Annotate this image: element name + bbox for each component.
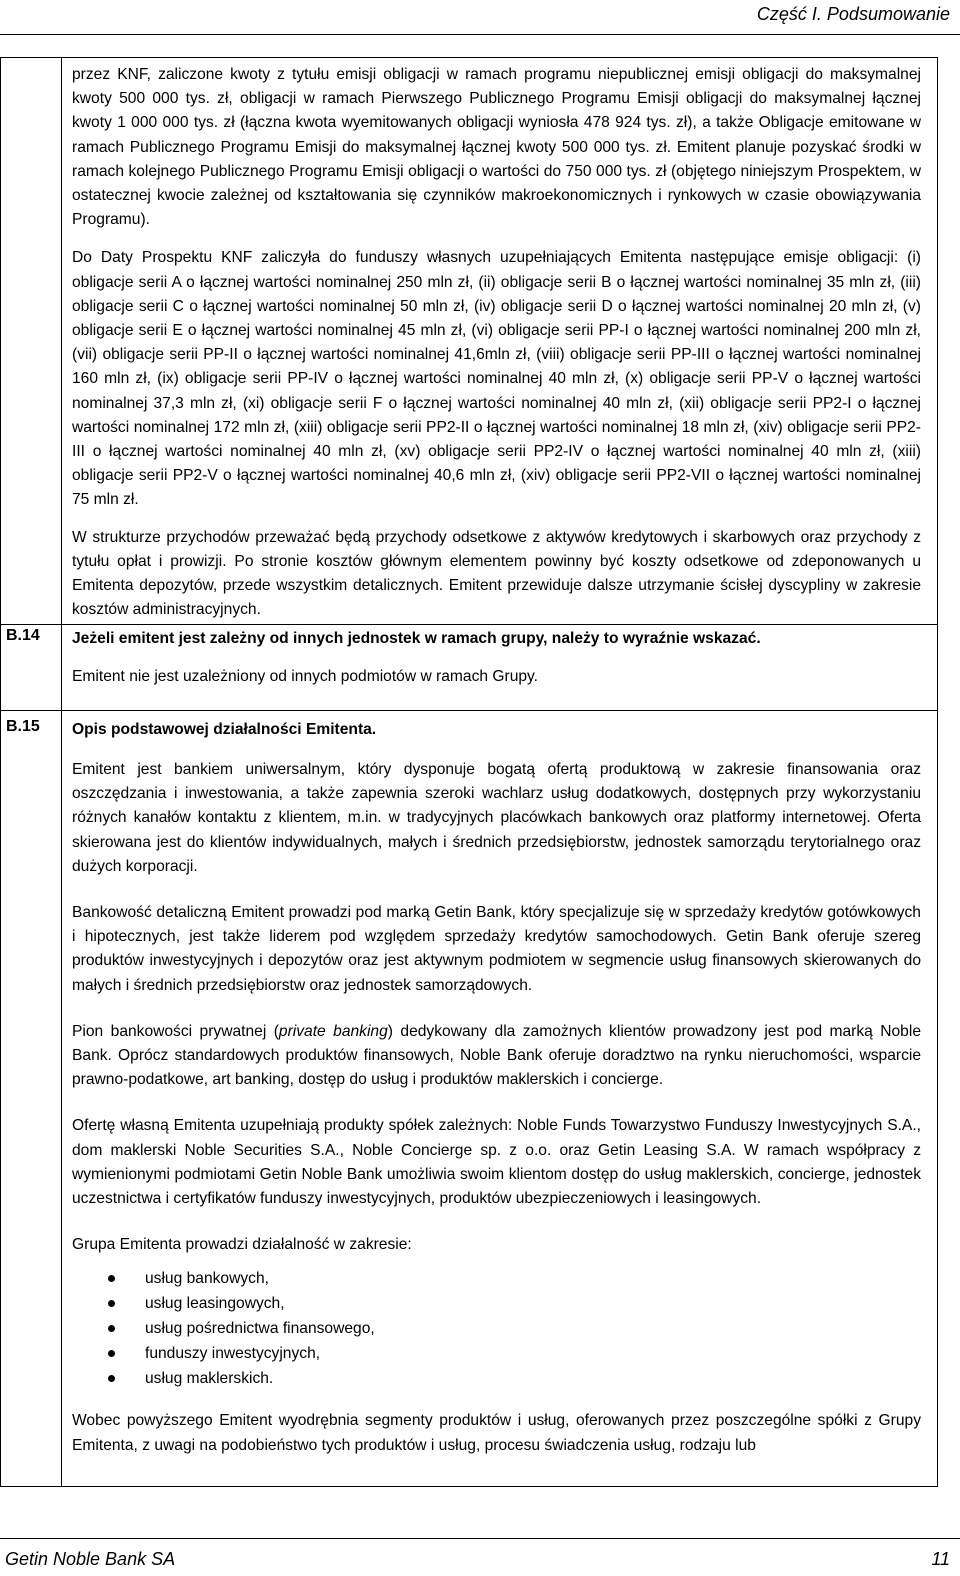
- list-item: [72, 1266, 921, 1291]
- row-heading: Opis podstawowej działalności Emitenta.: [72, 721, 377, 738]
- table-row: [1, 711, 938, 1487]
- row-id-cell: [1, 625, 62, 711]
- paragraph: Emitent jest bankiem uniwersalnym, który dysponuje bogatą ofertą produktową w zakresie finansowania oraz oszczędzania i inwestowania, a także zapewnia szeroki wachlarz usług dodatkowych, dostępnych przy wykorzystaniu różnych kanałów kontaktu z klientem, m.in. w tradycyjnych placówkach bankowych oraz platformy internetowej. Oferta skierowana jest do klientów indywidualnych, małych i średnich przedsiębiorstw, jednostek samorządu terytorialnego oraz dużych korporacji.: [72, 761, 921, 875]
- summary-table: [0, 57, 938, 1487]
- list-item: [72, 1341, 921, 1366]
- list-item: [72, 1316, 921, 1341]
- row-heading: Jeżeli emitent jest zależny od innych jednostek w ramach grupy, należy to wyraźnie wskazać.: [72, 630, 761, 647]
- list-item: [72, 1291, 921, 1316]
- paragraph-text: Pion bankowości prywatnej (: [72, 1022, 279, 1040]
- paragraph: Grupa Emitenta prowadzi działalność w zakresie:: [72, 1236, 412, 1254]
- paragraph: [72, 1020, 921, 1093]
- footer-divider: [0, 1538, 960, 1539]
- footer-company: Getin Noble Bank SA: [5, 1549, 176, 1569]
- bullet-icon: [108, 1325, 115, 1332]
- bullet-icon: [108, 1300, 115, 1307]
- row-content-cell: [62, 625, 938, 711]
- bullet-icon: [108, 1375, 115, 1382]
- paragraph: Wobec powyższego Emitent wyodrębnia segmenty produktów i usług, oferowanych przez poszczególne spółki z Grupy Emitenta, z uwagi na podobieństwo tych produktów i usług, procesu świadczenia usług, rodzaju lub: [72, 1412, 921, 1454]
- list-item-text: funduszy inwestycyjnych,: [145, 1345, 321, 1363]
- paragraph: Ofertę własną Emitenta uzupełniają produkty spółek zależnych: Noble Funds Towarzystwo Funduszy Inwestycyjnych S.A., dom maklerski Noble Securities S.A., Noble Concierge sp. z o.o. oraz Getin Leasing S.A. W ramach współpracy z wymienionymi podmiotami Getin Noble Bank umożliwia swoim klientom dostęp do usług maklerskich, concierge, jednostek uczestnictwa i certyfikatów funduszy inwestycyjnych, produktów ubezpieczeniowych i leasingowych.: [72, 1117, 921, 1208]
- paragraph: W strukturze przychodów przeważać będą przychody odsetkowe z aktywów kredytowych i skarbowych oraz przychody z tytułu opłat i prowizji. Po stronie kosztów głównym elementem powinny być koszty odsetkowe od zdeponowanych u Emitenta depozytów, przede wszystkim detalicznych. Emitent przewiduje dalsze utrzymanie ścisłej dyscypliny w zakresie kosztów administracyjnych.: [72, 528, 921, 619]
- bullet-icon: [108, 1275, 115, 1282]
- list-item-text: usług maklerskich.: [145, 1370, 274, 1388]
- paragraph: Emitent nie jest uzależniony od innych podmiotów w ramach Grupy.: [72, 668, 539, 685]
- row-id-cell: [1, 711, 62, 1487]
- row-id: B.14: [6, 627, 40, 644]
- activity-list: [72, 1266, 921, 1391]
- row-content-cell: [62, 58, 938, 625]
- list-item-text: usług pośrednictwa finansowego,: [145, 1320, 375, 1338]
- header-divider: [0, 34, 960, 35]
- paragraph: Do Daty Prospektu KNF zaliczyła do funduszy własnych uzupełniających Emitenta następujące emisje obligacji: (i) obligacje serii A o łącznej wartości nominalnej 250 mln zł, (ii) obligacje serii B o łącznej wartości nominalnej 35 mln zł, (iii) obligacje serii C o łącznej wartości nominalnej 50 mln zł, (iv) obligacje serii D o łącznej wartości nominalnej 20 mln zł, (v) obligacje serii E o łącznej wartości nominalnej 45 mln zł, (vi) obligacje serii PP-I o łącznej wartości nominalnej 200 mln zł, (vii) obligacje serii PP-II o łącznej wartości nominalnej 41,6mln zł, (viii) obligacje serii PP-III o łącznej wartości nominalnej 160 mln zł, (ix) obligacje serii PP-IV o łącznej wartości nominalnej 40 mln zł, (x) obligacje serii PP-V o łącznej wartości nominalnej 37,3 mln zł, (xi) obligacje serii F o łącznej wartości nominalnej 40 mln zł, (xii) obligacje serii PP2-I o łącznej wartości nominalnej 172 mln zł, (xiii) obligacje serii PP2-II o łącznej wartości nominalnej 18 mln zł, (xiv) obligacje serii PP2-III o łącznej wartości nominalnej 40 mln zł, (xv) obligacje serii PP2-IV o łącznej wartości nominalnej 40 mln zł, (xiii) obligacje serii PP2-V o łącznej wartości nominalnej 40,6 mln zł, (xiv) obligacje serii PP2-VII o łącznej wartości nominalnej 75 mln zł.: [72, 249, 921, 509]
- row-id: B.15: [6, 718, 40, 735]
- row-id-cell: [1, 58, 62, 625]
- paragraph: przez KNF, zaliczone kwoty z tytułu emisji obligacji w ramach programu niepublicznej emisji obligacji do maksymalnej kwoty 500 000 tys. zł, obligacji w ramach Pierwszego Publicznego Programu Emisji obligacji do maksymalnej łącznej kwoty 1 000 000 tys. zł (łączna kwota wyemitowanych obligacji wyniosła 478 924 tys. zł), a także Obligacje emitowane w ramach Publicznego Programu Emisji do maksymalnej łącznej kwoty 500 000 tys. zł. Emitent planuje pozyskać środki w ramach kolejnego Publicznego Programu Emisji obligacji o wartości do 750 000 tys. zł (objętego niniejszym Prospektem, w ostatecznej kwocie zależnej od kształtowania się czynników makroekonomicznych i rynkowych w czasie obowiązywania Programu).: [72, 66, 921, 229]
- table-row: [1, 625, 938, 711]
- bullet-icon: [108, 1350, 115, 1357]
- list-item-text: usług bankowych,: [145, 1270, 269, 1288]
- row-content-cell: [62, 711, 938, 1487]
- paragraph-italic-term: private banking: [278, 1022, 388, 1040]
- paragraph: Bankowość detaliczną Emitent prowadzi pod marką Getin Bank, który specjalizuje się w sprzedaży kredytów gotówkowych i hipotecznych, jest także liderem pod względem sprzedaży kredytów samochodowych. Getin Bank oferuje szereg produktów inwestycyjnych i depozytów oraz jest aktywnym podmiotem w segmencie usług finansowych skierowanych do małych i średnich przedsiębiorstw oraz jednostek samorządowych.: [72, 904, 921, 994]
- list-item-text: usług leasingowych,: [145, 1295, 285, 1313]
- section-header: Część I. Podsumowanie: [756, 4, 950, 24]
- page-number: 11: [931, 1549, 950, 1569]
- paragraph-text: ) dedykowany dla zamożnych klientów prowadzony jest pod marką Noble Bank. Oprócz standardowych produktów finansowych, Noble Bank oferuje doradztwo na rynku nieruchomości, wsparcie prawno-podatkowe, art banking, dostęp do usług i produktów maklerskich i concierge.: [72, 1022, 921, 1089]
- table-row: [1, 58, 938, 625]
- list-item: [72, 1366, 921, 1391]
